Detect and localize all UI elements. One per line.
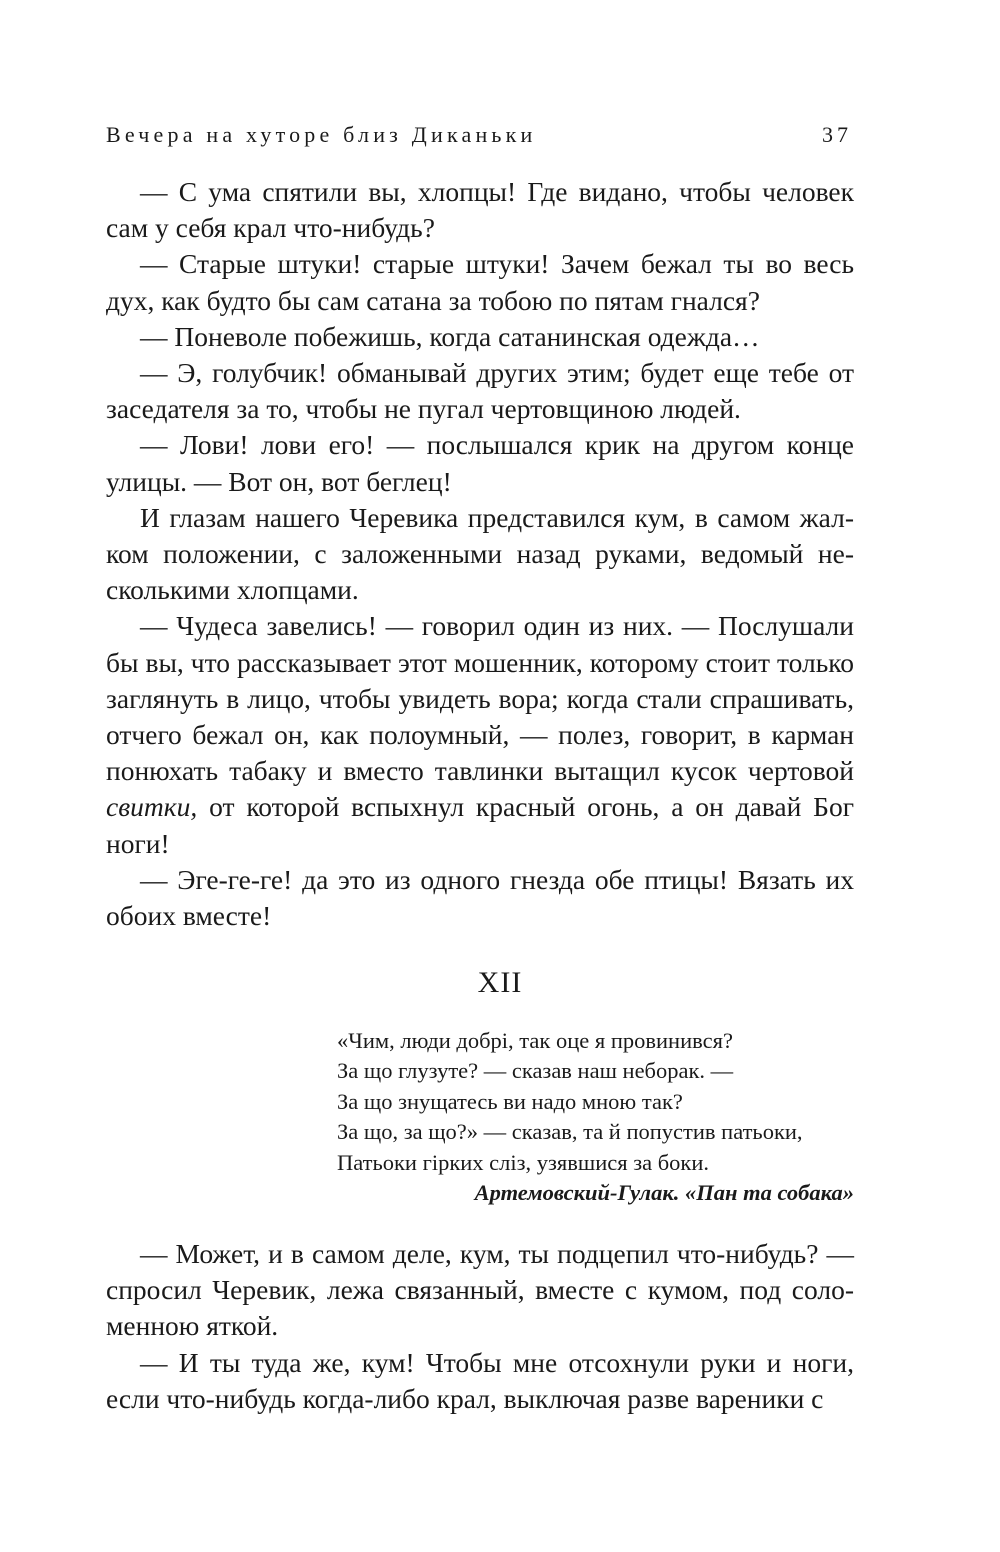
paragraph: — И ты туда же, кум! Чтобы мне отсохнули руки и ноги, если что-нибудь когда-либо крал, выключая разве вареники с [106,1346,854,1414]
paragraph-with-italic [106,608,854,861]
paragraph: — Э, голубчик! обманывай других этим; будет еще тебе от заседателя за то, чтобы не пугал чертовщиною людей. [106,357,854,425]
chapter-heading: XII [477,966,523,999]
epigraph-line: Патьоки гірких сліз, узявшися за боки. [337,1149,710,1175]
paragraph: — Лови! лови его! — послышался крик на другом конце улицы. — Вот он, вот беглец! [106,429,854,497]
paragraph: — Старые штуки! старые штуки! Зачем бежал ты во весь дух, как будто бы сам сатана за тобою по пятам гнался? [106,248,854,316]
running-head-title: Вечера на хуторе близ Диканьки [106,122,537,147]
epigraph [337,1026,854,1208]
epigraph-line: За що глузуте? — сказав наш неборак. — [337,1058,734,1084]
page-number: 37 [822,122,852,147]
paragraph: — С ума спятили вы, хлопцы! Где видано, чтобы человек сам у себя крал что-нибудь? [106,176,854,244]
epigraph-line: За що знущатесь ви надо мною так? [337,1088,683,1114]
paragraph: — Эге-ге-ге! да это из одного гнезда обе птицы! Вязать их обоих вместе! [106,863,854,932]
paragraph: — Может, и в самом деле, кум, ты подцепил что-нибудь? — спросил Черевик, лежа связанный, вместе с кумом, под соломенною яткой. [106,1238,854,1342]
paragraph: — Поневоле побежишь, когда сатанинская одежда… [140,320,760,352]
paragraph-text: — Чудеса завелись! — говорил один из них. — Послушали бы вы, что рассказывает этот мошенник, которому стоит только заглянуть в лицо, чтобы увидеть вора; когда стали спрашивать, отчего бежал он, как полоумный, — полез, говорит, в карман понюхать табаку и вместо тавлинки вытащил кусок чертовой [106,610,854,787]
paragraph-text: от которой вспыхнул красный огонь, а он давай Бог ноги! [106,791,854,859]
running-head [106,122,852,152]
text-block-before-chapter [106,174,854,934]
text-block-after-chapter [106,1236,854,1417]
epigraph-source: Артемовский-Гулак. «Пан та собака» [474,1180,854,1206]
epigraph-line: «Чим, люди добрі, так оце я провинився? [337,1028,733,1053]
italic-word: свитки, [106,791,198,823]
paragraph: И глазам нашего Черевика представился кум, в самом жалком положении, с заложенными назад руками, ведомый несколькими хлопцами. [106,501,854,606]
epigraph-line: За що, за що?» — сказав, та й попустив патьоки, [337,1119,803,1145]
